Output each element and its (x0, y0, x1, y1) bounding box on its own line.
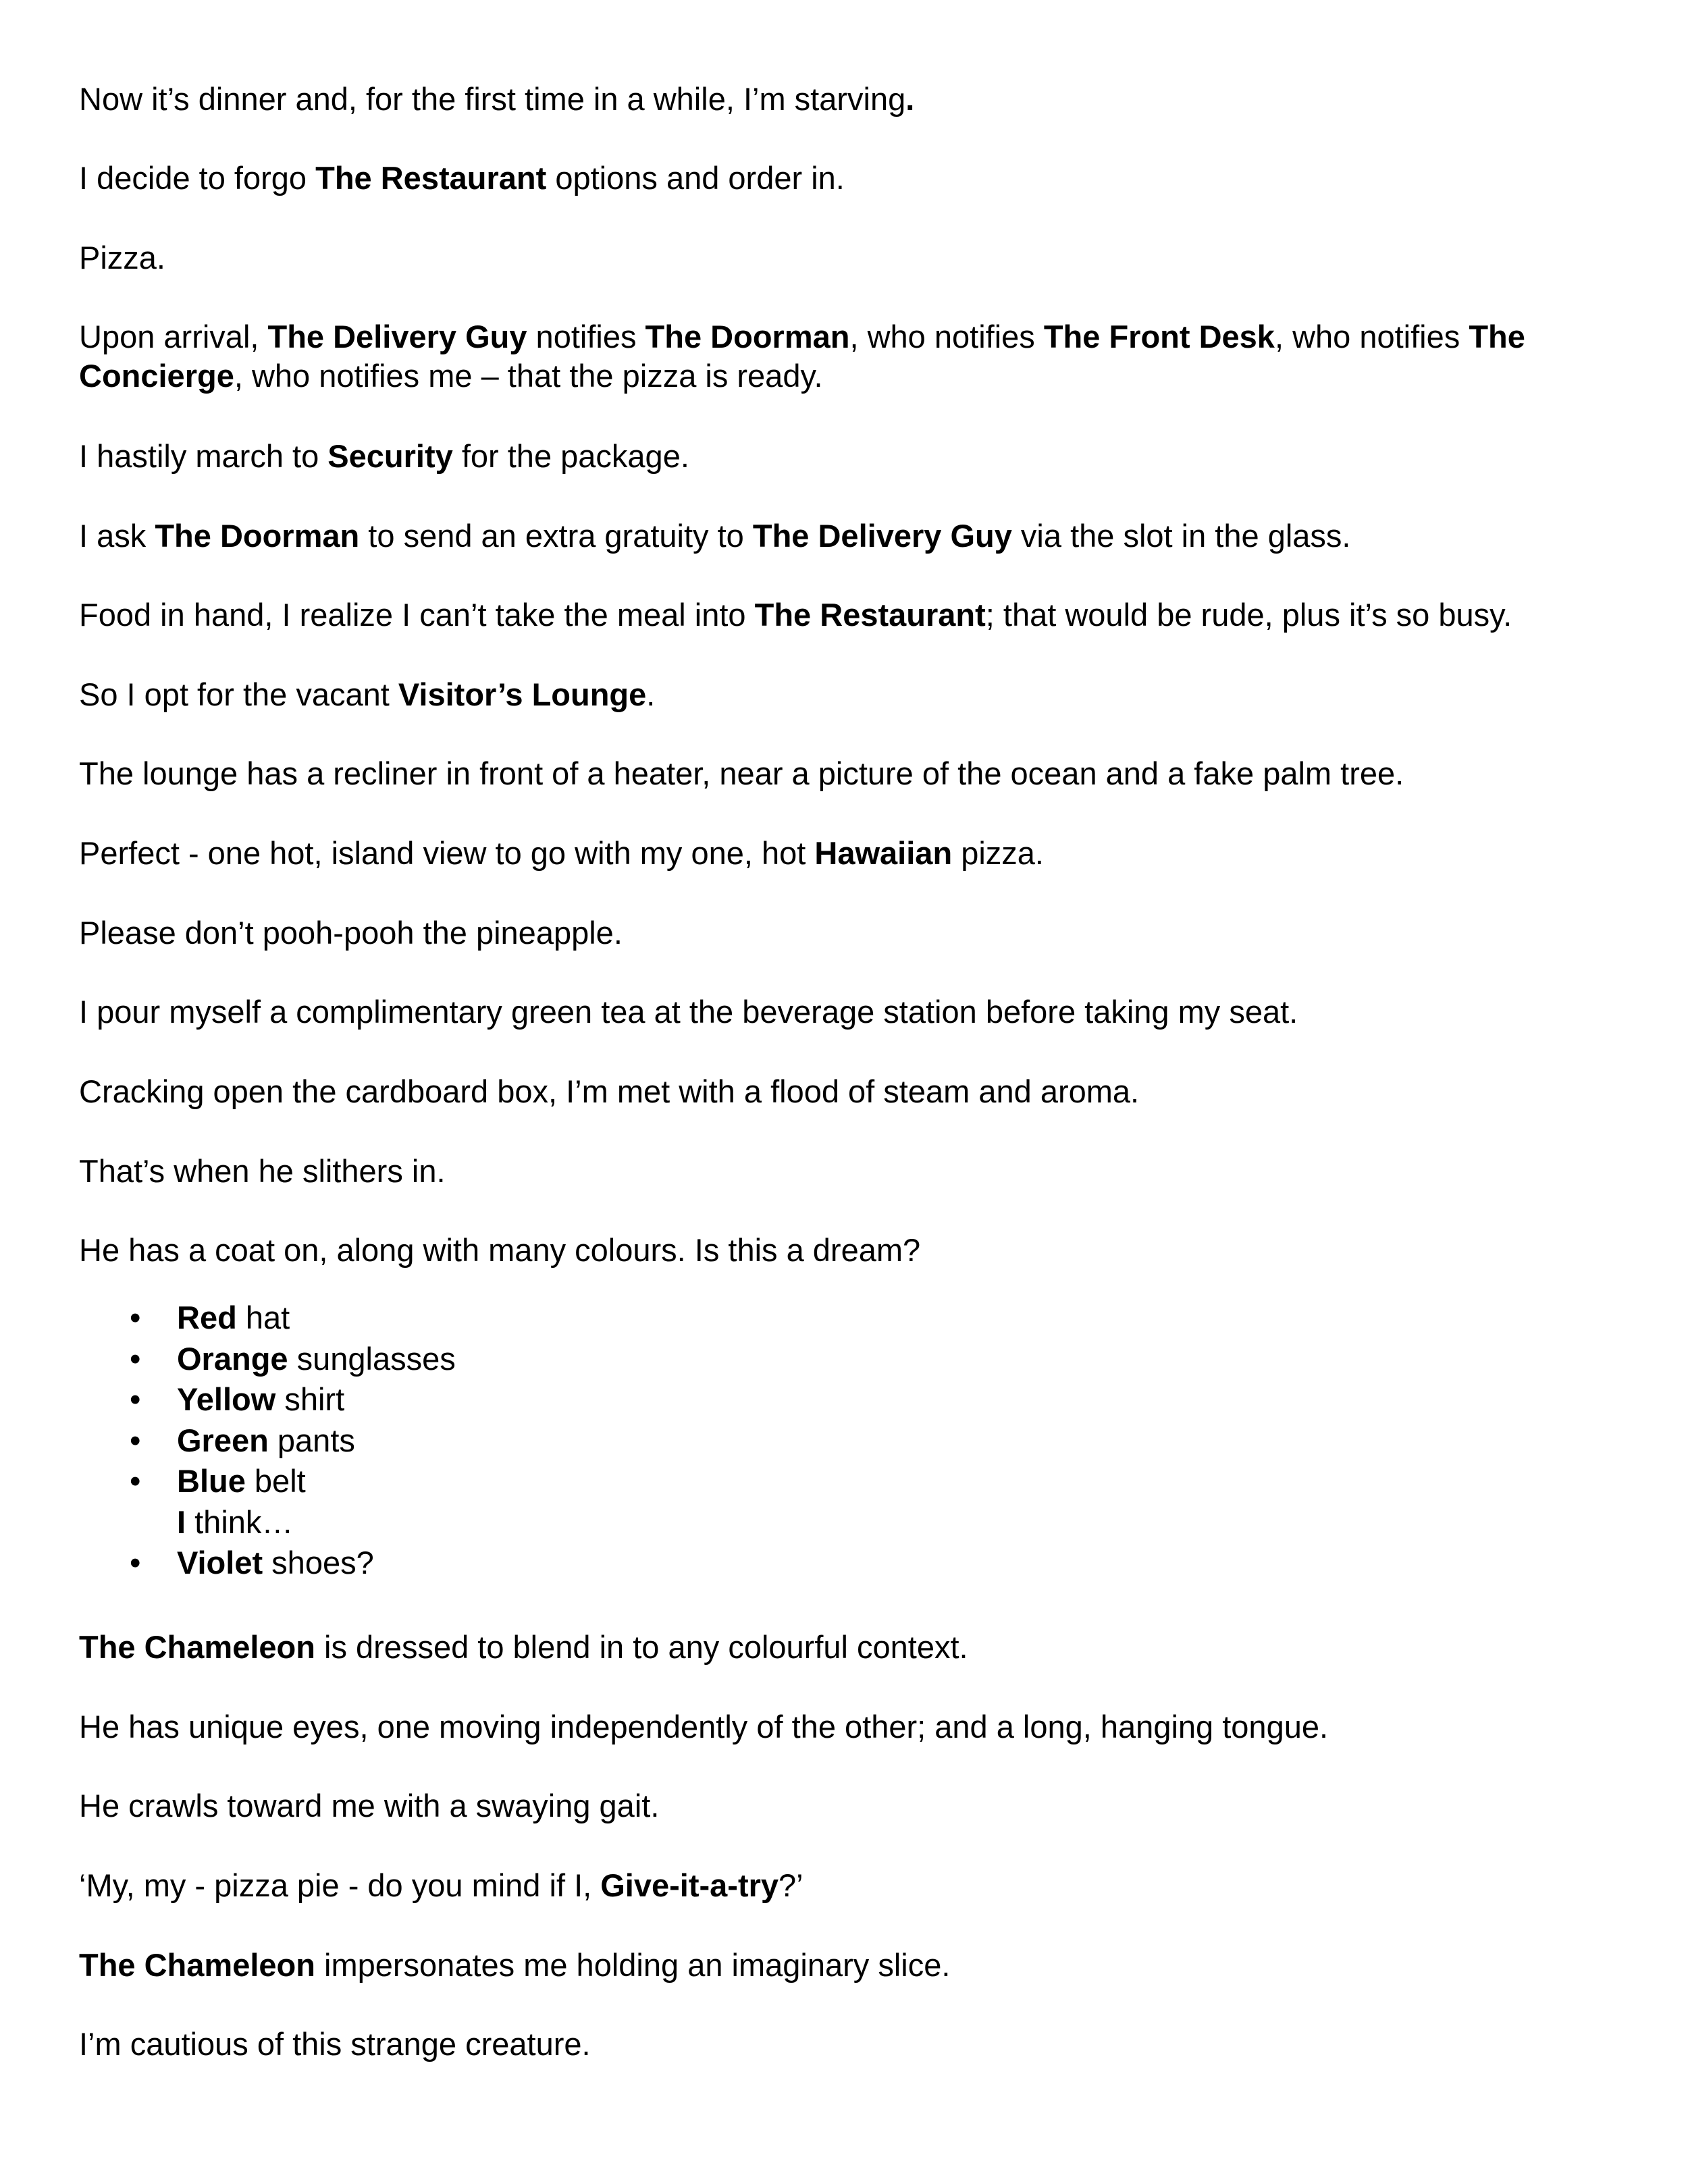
bullet-icon: • (130, 1545, 141, 1580)
paragraph-6: I ask The Doorman to send an extra gratuity to The Delivery Guy via the slot in the glass. (79, 518, 1351, 554)
colour-bullet-list (79, 1298, 1609, 1584)
list-item-continuation: I think… (177, 1503, 294, 1540)
paragraph-7: Food in hand, I realize I can’t take the meal into The Restaurant; that would be rude, plus it’s so busy. (79, 597, 1512, 633)
paragraph-15: He has a coat on, along with many colours. Is this a dream? (79, 1232, 921, 1268)
paragraph-10: Perfect - one hot, island view to go with my one, hot Hawaiian pizza. (79, 835, 1044, 871)
paragraph-18: He crawls toward me with a swaying gait. (79, 1788, 660, 1823)
list-item: • Yellow shirt (79, 1379, 1609, 1420)
bullet-icon: • (130, 1340, 141, 1377)
document-page (79, 0, 1609, 2184)
bullet-icon: • (130, 1300, 141, 1335)
list-item: • Violet shoes? (79, 1543, 1609, 1584)
paragraph-1: Now it’s dinner and, for the first time in a while, I’m starving. (79, 81, 915, 117)
paragraph-5: I hastily march to Security for the package. (79, 438, 689, 474)
paragraph-9: The lounge has a recliner in front of a heater, near a picture of the ocean and a fake palm tree. (79, 755, 1404, 791)
paragraph-2: I decide to forgo The Restaurant options and order in. (79, 160, 845, 196)
paragraph-13: Cracking open the cardboard box, I’m met with a flood of steam and aroma. (79, 1073, 1140, 1109)
bullet-icon: • (130, 1463, 141, 1499)
bullet-icon: • (130, 1381, 141, 1417)
list-item: • Blue belt (79, 1461, 1609, 1502)
paragraph-11: Please don’t pooh-pooh the pineapple. (79, 915, 623, 951)
bullet-icon: • (130, 1422, 141, 1458)
paragraph-12: I pour myself a complimentary green tea at the beverage station before taking my seat. (79, 994, 1298, 1030)
list-item: • Orange sunglasses (79, 1339, 1609, 1380)
paragraph-19: ‘My, my - pizza pie - do you mind if I, Give-it-a-try?’ (79, 1867, 803, 1903)
paragraph-4: Upon arrival, The Delivery Guy notifies The Doorman, who notifies The Front Desk, who notifies The Concierge, who notifies me – that the pizza is ready. (79, 319, 1525, 394)
paragraph-17: He has unique eyes, one moving independently of the other; and a long, hanging tongue. (79, 1709, 1329, 1744)
paragraph-21: I’m cautious of this strange creature. (79, 2026, 591, 2062)
paragraph-20: The Chameleon impersonates me holding an imaginary slice. (79, 1947, 951, 1983)
paragraph-14: That’s when he slithers in. (79, 1153, 446, 1189)
paragraph-16: The Chameleon is dressed to blend in to any colourful context. (79, 1629, 968, 1665)
list-item: • Green pants (79, 1420, 1609, 1462)
paragraph-8: So I opt for the vacant Visitor’s Lounge. (79, 676, 656, 712)
paragraph-3: Pizza. (79, 240, 165, 275)
list-item: • Red hat (79, 1298, 1609, 1339)
